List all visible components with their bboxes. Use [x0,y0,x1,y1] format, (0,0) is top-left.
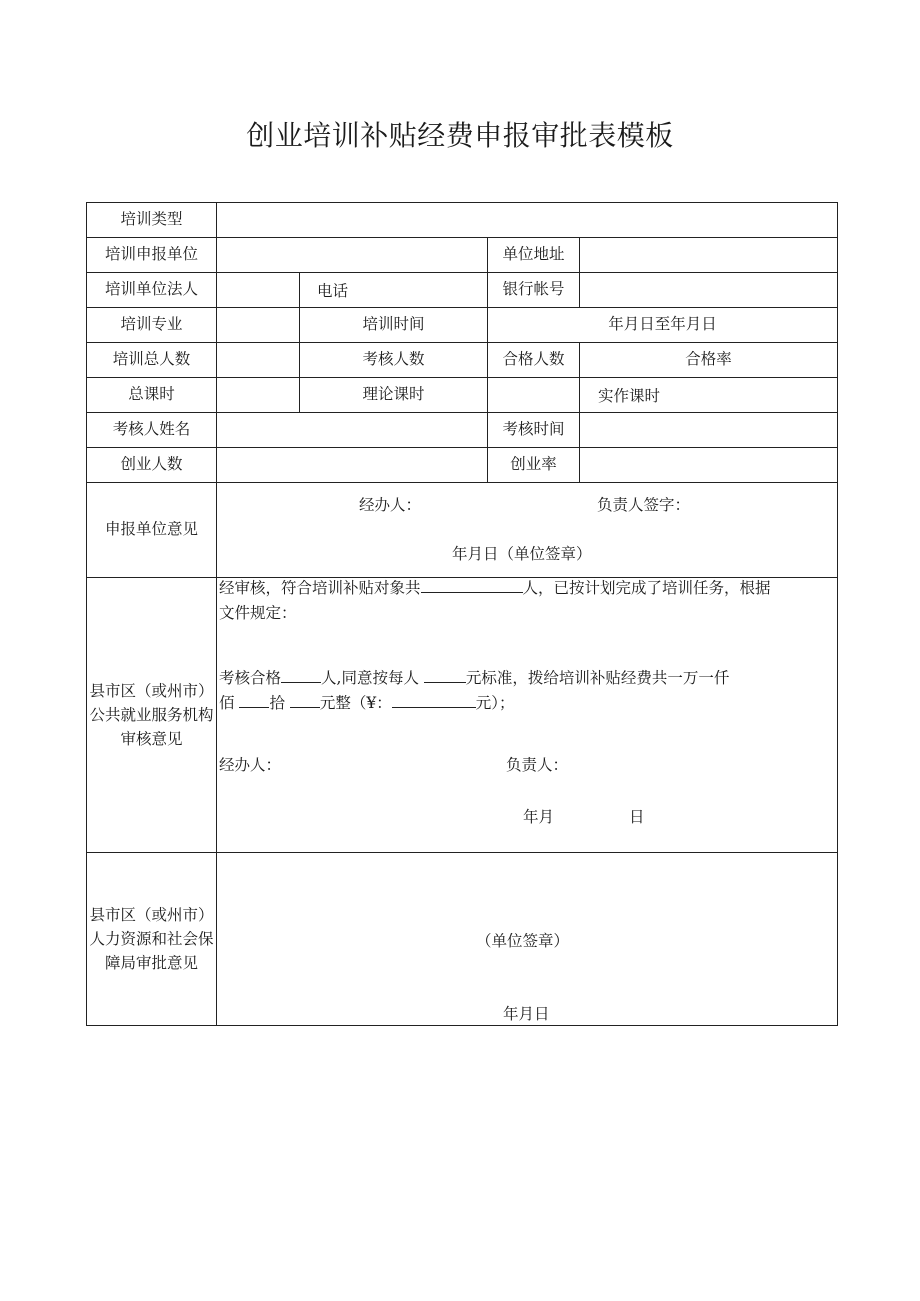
review-line-3: 考核合格 人,同意按每人 元标准，拨给培训补贴经费共一万一仟 [219,669,730,687]
label-bank-account: 银行帐号 [487,272,580,308]
label-assessor-name: 考核人姓名 [86,412,217,448]
eligible-count-blank[interactable] [421,577,523,593]
label-total-hours: 总课时 [86,377,217,413]
qualified-count-blank[interactable] [281,667,321,683]
label-applicant-unit: 培训申报单位 [86,237,217,273]
unit-opinion-section [216,482,838,578]
label-phone: 电话 [317,282,349,300]
review-year-month: 年月 [523,808,555,826]
field-unit-address[interactable] [579,237,838,273]
unit-handler-label: 经办人： [359,496,422,514]
label-assessed-count: 考核人数 [299,342,488,378]
review-handler-label: 经办人： [219,756,282,774]
label-assessment-time: 考核时间 [487,412,580,448]
application-form-table [86,202,838,1026]
field-practice-hours[interactable] [579,377,838,413]
review-line-1: 经审核，符合培训补贴对象共 人，已按计划完成了培训任务，根据 [219,579,771,597]
field-legal-person[interactable] [216,272,300,308]
label-theory-hours: 理论课时 [299,377,488,413]
hr-date: 年月日 [503,1005,550,1023]
amount-figure-blank[interactable] [392,692,476,708]
review-line-2: 文件规定： [219,604,297,622]
field-startup-rate[interactable] [579,447,838,483]
field-total-trainees[interactable] [216,342,300,378]
label-specialty: 培训专业 [86,307,217,343]
county-review-section [216,577,838,853]
field-theory-hours[interactable] [487,377,580,413]
field-bank-account[interactable] [579,272,838,308]
field-specialty[interactable] [216,307,300,343]
hr-approval-section [216,852,838,1026]
tens-blank[interactable] [290,692,320,708]
label-startup-count: 创业人数 [86,447,217,483]
label-unit-address: 单位地址 [487,237,580,273]
hundreds-blank[interactable] [239,692,269,708]
field-applicant-unit[interactable] [216,237,488,273]
label-total-trainees: 培训总人数 [86,342,217,378]
label-hr-approval: 县市区（或州市）人力资源和社会保障局审批意见 [86,852,217,1026]
label-qualified-count: 合格人数 [487,342,580,378]
unit-date-seal: 年月日（单位签章） [452,545,592,563]
field-assessor-name[interactable] [216,412,488,448]
review-day: 日 [629,808,645,826]
field-total-hours[interactable] [216,377,300,413]
hr-seal-text: （单位签章） [476,932,570,950]
review-responsible-label: 负责人： [506,756,569,774]
label-county-review: 县市区（或州市）公共就业服务机构审核意见 [86,577,217,853]
label-legal-person: 培训单位法人 [86,272,217,308]
label-practice-hours: 实作课时 [598,387,661,405]
label-pass-rate: 合格率 [579,342,838,378]
label-training-type: 培训类型 [86,202,217,238]
review-line-4: 佰 拾 元整（¥： 元）； [219,694,515,712]
label-training-time: 培训时间 [299,307,488,343]
field-startup-count[interactable] [216,447,488,483]
field-phone[interactable] [299,272,488,308]
field-assessment-time[interactable] [579,412,838,448]
per-person-amount-blank[interactable] [424,667,466,683]
field-training-type[interactable] [216,202,838,238]
field-training-date-range[interactable]: 年月日至年月日 [487,307,838,343]
page-title: 创业培训补贴经费申报审批表模板 [246,119,674,152]
label-startup-rate: 创业率 [487,447,580,483]
unit-responsible-sign-label: 负责人签字： [597,496,691,514]
label-unit-opinion: 申报单位意见 [86,482,217,578]
